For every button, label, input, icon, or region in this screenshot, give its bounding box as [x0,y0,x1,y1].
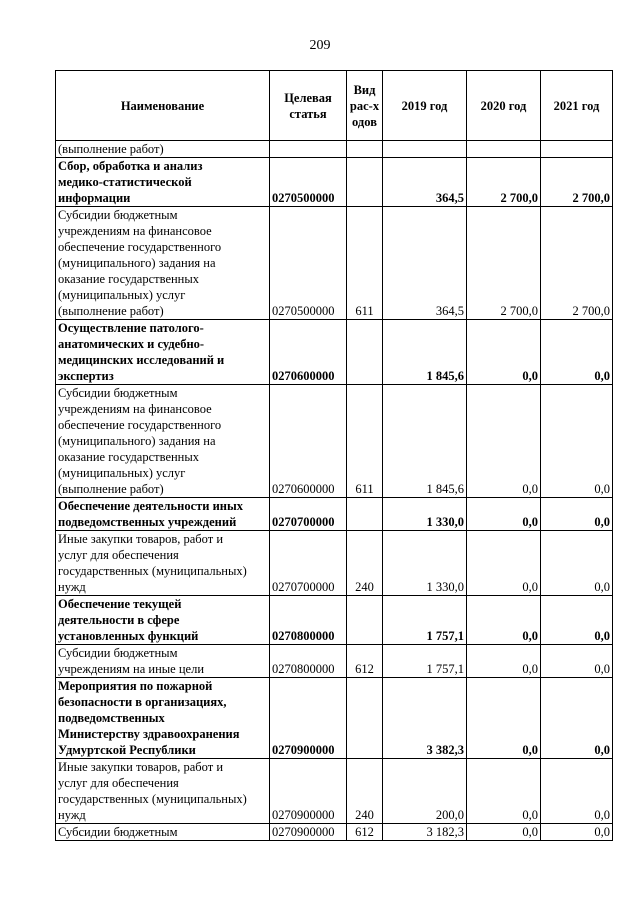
cell-expense-type [347,498,383,531]
table-row [56,759,613,824]
table-row [56,596,613,645]
cell-2020: 0,0 [467,385,541,498]
cell-expense-type: 612 [347,824,383,841]
cell-2019: 1 330,0 [383,531,467,596]
cell-2021: 0,0 [541,596,613,645]
page-number: 209 [309,38,331,53]
table-body [56,141,613,841]
cell-name: Иные закупки товаров, работ и услуг для обеспечения государственных (муниципальных) нужд [56,531,270,596]
cell-2020: 0,0 [467,320,541,385]
cell-target-code: 0270800000 [270,645,347,678]
cell-expense-type: 240 [347,531,383,596]
column-header-type: Вид рас-ходов [347,71,383,141]
cell-2019: 364,5 [383,207,467,320]
cell-expense-type: 240 [347,759,383,824]
cell-expense-type: 612 [347,645,383,678]
budget-table [55,70,613,841]
column-header-name: Наименование [56,71,270,141]
cell-expense-type [347,678,383,759]
cell-2020: 0,0 [467,498,541,531]
cell-2021: 0,0 [541,678,613,759]
cell-2019: 3 182,3 [383,824,467,841]
table-row [56,498,613,531]
cell-name: Обеспечение текущей деятельности в сфере установленных функций [56,596,270,645]
cell-name: Иные закупки товаров, работ и услуг для обеспечения государственных (муниципальных) нужд [56,759,270,824]
cell-name: Осуществление патолого- анатомических и судебно- медицинских исследований и экспертиз [56,320,270,385]
cell-2020: 0,0 [467,531,541,596]
column-header-code: Целевая статья [270,71,347,141]
cell-target-code: 0270800000 [270,596,347,645]
cell-2020: 0,0 [467,824,541,841]
cell-2021: 2 700,0 [541,207,613,320]
column-header-2020: 2020 год [467,71,541,141]
cell-2021: 0,0 [541,824,613,841]
table-row [56,320,613,385]
cell-expense-type: 611 [347,207,383,320]
cell-2020: 0,0 [467,759,541,824]
table-row [56,385,613,498]
cell-target-code: 0270500000 [270,207,347,320]
table-row [56,824,613,841]
cell-expense-type [347,158,383,207]
cell-2021: 0,0 [541,759,613,824]
table-row [56,141,613,158]
cell-2019: 1 845,6 [383,320,467,385]
cell-target-code: 0270700000 [270,498,347,531]
table-row [56,531,613,596]
cell-expense-type [347,320,383,385]
cell-target-code: 0270500000 [270,158,347,207]
cell-target-code: 0270600000 [270,385,347,498]
cell-name: Мероприятия по пожарной безопасности в организациях, подведомственных Министерству здравоохранения Удмуртской Республики [56,678,270,759]
table-row [56,678,613,759]
cell-2019: 1 845,6 [383,385,467,498]
cell-2019: 1 757,1 [383,645,467,678]
table-row [56,207,613,320]
cell-target-code: 0270700000 [270,531,347,596]
cell-2020 [467,141,541,158]
cell-expense-type: 611 [347,385,383,498]
cell-2021: 0,0 [541,645,613,678]
cell-name: Субсидии бюджетным [56,824,270,841]
cell-target-code: 0270900000 [270,759,347,824]
cell-2021: 0,0 [541,385,613,498]
cell-expense-type [347,596,383,645]
cell-2019: 1 757,1 [383,596,467,645]
cell-name: Субсидии бюджетным учреждениям на финансовое обеспечение государственного (муниципального) задания на оказание государственных (муниципальных) услуг (выполнение работ) [56,207,270,320]
table-row [56,645,613,678]
cell-target-code [270,141,347,158]
cell-2020: 0,0 [467,645,541,678]
column-header-2019: 2019 год [383,71,467,141]
cell-2019 [383,141,467,158]
cell-name: Сбор, обработка и анализ медико-статистической информации [56,158,270,207]
cell-2020: 2 700,0 [467,158,541,207]
cell-2020: 2 700,0 [467,207,541,320]
cell-2021: 0,0 [541,320,613,385]
cell-expense-type [347,141,383,158]
cell-target-code: 0270600000 [270,320,347,385]
table-row [56,158,613,207]
cell-2020: 0,0 [467,596,541,645]
cell-2021 [541,141,613,158]
cell-name: Субсидии бюджетным учреждениям на финансовое обеспечение государственного (муниципального) задания на оказание государственных (муниципальных) услуг (выполнение работ) [56,385,270,498]
cell-name: Субсидии бюджетным учреждениям на иные цели [56,645,270,678]
cell-target-code: 0270900000 [270,678,347,759]
table-header-row [56,71,613,141]
column-header-2021: 2021 год [541,71,613,141]
cell-name: (выполнение работ) [56,141,270,158]
cell-target-code: 0270900000 [270,824,347,841]
cell-2021: 2 700,0 [541,158,613,207]
cell-2021: 0,0 [541,531,613,596]
cell-2020: 0,0 [467,678,541,759]
cell-name: Обеспечение деятельности иных подведомственных учреждений [56,498,270,531]
cell-2021: 0,0 [541,498,613,531]
cell-2019: 3 382,3 [383,678,467,759]
cell-2019: 200,0 [383,759,467,824]
cell-2019: 1 330,0 [383,498,467,531]
cell-2019: 364,5 [383,158,467,207]
